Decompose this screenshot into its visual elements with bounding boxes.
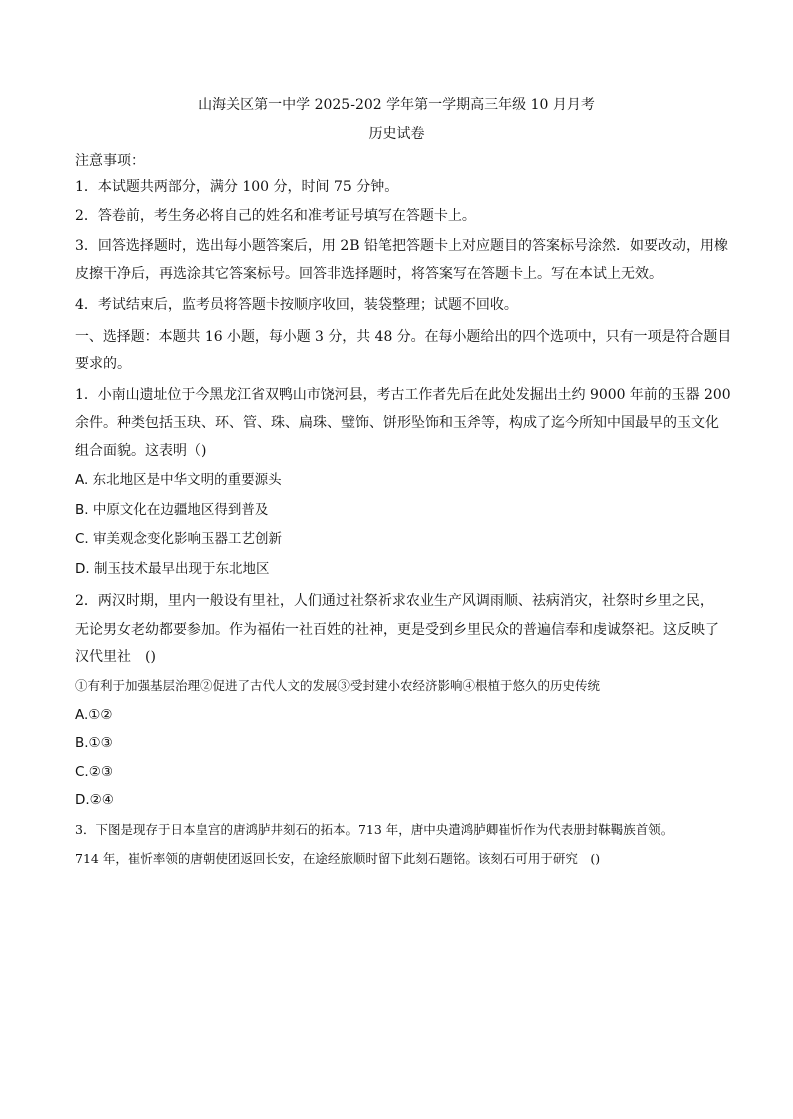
question-1-stem: 1．小南山遗址位于今黑龙江省双鸭山市饶河县，考古工作者先后在此处发掘出土约 9000 年前的玉器 200 [75, 387, 731, 403]
notice-item: 皮擦干净后，再选涂其它答案标号。回答非选择题时，将答案写在答题卡上。写在本试上无效。 [75, 266, 663, 282]
question-1-stem: 组合面貌。这表明（) [75, 443, 207, 459]
question-3-stem: 3．下图是现存于日本皇宫的唐鸿胪井刻石的拓本。713 年，唐中央遣鸿胪卿崔忻作为代表册封靺鞨族首领。 [75, 822, 674, 837]
notice-item: 4．考试结束后，监考员将答题卡按顺序收回，装袋整理；试题不回收。 [75, 297, 518, 313]
section-heading-cont: 要求的。 [75, 356, 131, 372]
question-2-stem: 2．两汉时期，里内一般设有里社，人们通过社祭祈求农业生产风调雨顺、祛病消灾，社祭时乡里之民， [75, 593, 714, 609]
question-2-option-c: C.②③ [75, 764, 113, 780]
question-1-option-b: B. 中原文化在边疆地区得到普及 [75, 502, 269, 518]
question-1-option-d: D. 制玉技术最早出现于东北地区 [75, 561, 270, 577]
question-2-option-b: B.①③ [75, 735, 113, 751]
exam-title: 山海关区第一中学 2025-202 学年第一学期高三年级 10 月月考 [198, 97, 595, 113]
question-3-stem: 714 年，崔忻率领的唐朝使团返回长安，在途经旅顺时留下此刻石题铭。该刻石可用于研究 () [75, 851, 601, 866]
question-2-stem: 无论男女老幼都要参加。作为福佑一社百姓的社神，更是受到乡里民众的普遍信奉和虔诚祭祀。这反映了 [75, 622, 719, 638]
notice-item: 3．回答选择题时，选出每小题答案后，用 2B 铅笔把答题卡上对应题目的答案标号涂然．如要改动，用橡 [75, 238, 729, 254]
question-1-option-a: A. 东北地区是中华文明的重要源头 [75, 472, 282, 488]
notice-item: 1．本试题共两部分，满分 100 分，时间 75 分钟。 [75, 179, 399, 195]
notice-item: 2．答卷前，考生务必将自己的姓名和准考证号填写在答题卡上。 [75, 208, 476, 224]
question-2-statements: ①有利于加强基层治理②促进了古代人文的发展③受封建小农经济影响④根植于悠久的历史传统 [75, 678, 601, 693]
question-2-stem: 汉代里社 () [75, 649, 156, 665]
notice-heading: 注意事项： [75, 153, 145, 169]
section-heading: 一、选择题：本题共 16 小题，每小题 3 分，共 48 分。在每小题给出的四个选项中，只有一项是符合题目 [75, 329, 732, 345]
question-1-option-c: C. 审美观念变化影响玉器工艺创新 [75, 531, 283, 547]
question-1-stem: 余件。种类包括玉玦、环、管、珠、扁珠、璧饰、饼形坠饰和玉斧等，构成了迄今所知中国最早的玉文化 [75, 415, 719, 431]
question-2-option-a: A.①② [75, 707, 113, 723]
exam-subtitle: 历史试卷 [368, 126, 425, 142]
question-2-option-d: D.②④ [75, 792, 114, 808]
